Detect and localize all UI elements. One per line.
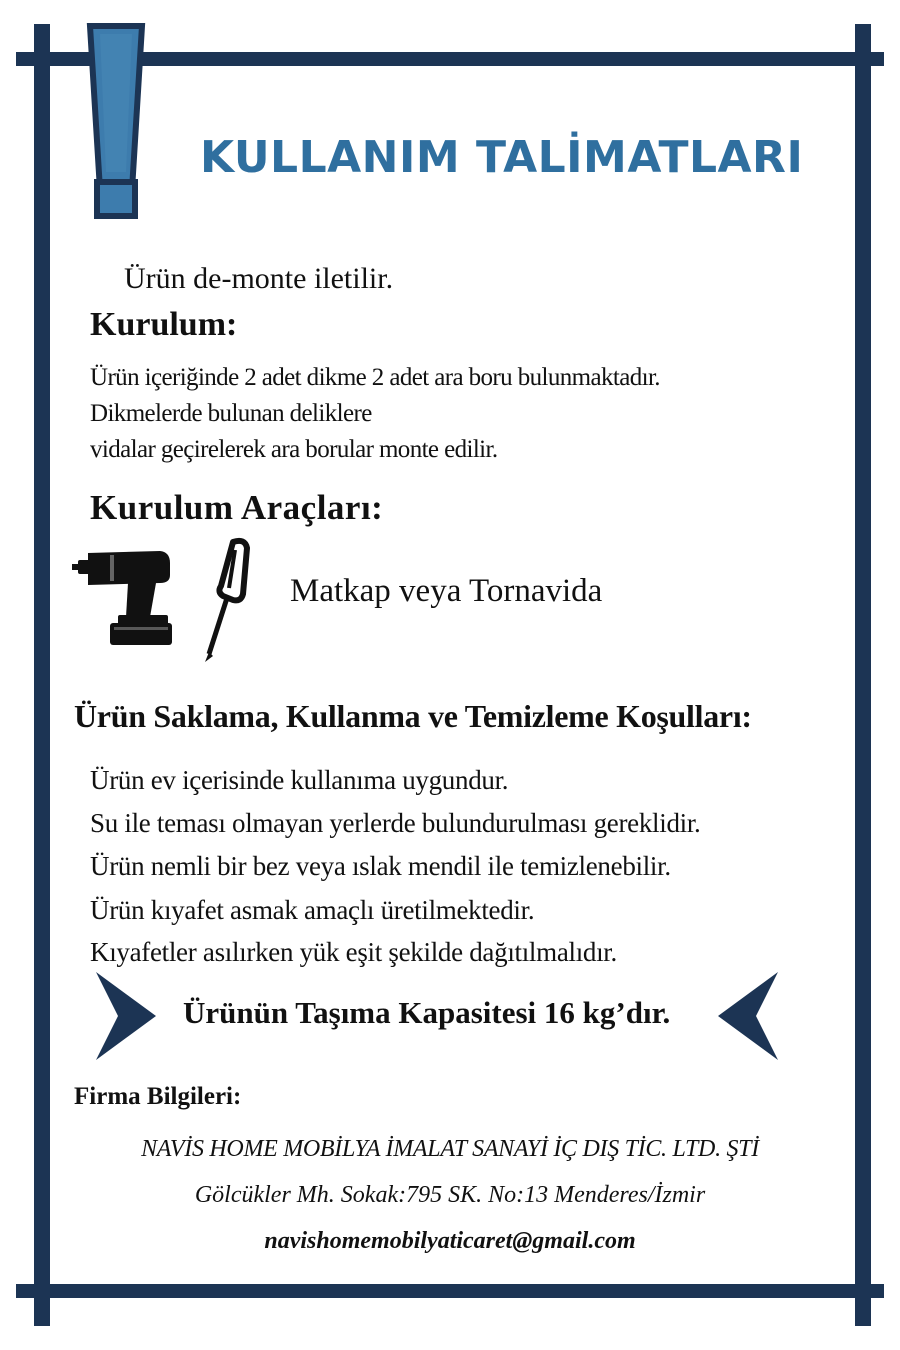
frame-bottom-bar: [16, 1284, 884, 1298]
kurulum-line: Dikmelerde bulunan deliklere: [90, 400, 372, 427]
kurulum-line: Ürün içeriğinde 2 adet dikme 2 adet ara boru bulunmaktadır.: [90, 364, 660, 391]
page-title: KULLANIM TALİMATLARI: [200, 132, 804, 183]
drill-icon: [70, 545, 180, 650]
storage-line: Ürün kıyafet asmak amaçlı üretilmektedir.: [90, 895, 535, 925]
company-address: Gölcükler Mh. Sokak:795 SK. No:13 Menderes/İzmir: [194, 1182, 706, 1208]
company-heading: Firma Bilgileri:: [74, 1083, 242, 1110]
exclamation-mark-icon: [86, 22, 146, 222]
frame-top-bar: [16, 52, 884, 66]
kurulum-line: vidalar geçirelerek ara borular monte edilir.: [90, 436, 498, 463]
storage-line: Kıyafetler asılırken yük eşit şekilde dağıtılmalıdır.: [90, 937, 617, 967]
frame-right-bar: [855, 24, 871, 1326]
tools-heading: Kurulum Araçları:: [90, 488, 384, 527]
storage-line: Ürün ev içerisinde kullanıma uygundur.: [90, 765, 509, 795]
chevron-left-icon: [716, 970, 780, 1062]
capacity-text: Ürünün Taşıma Kapasitesi 16 kg’dır.: [183, 995, 671, 1030]
kurulum-heading: Kurulum:: [90, 306, 238, 343]
company-email[interactable]: navishomemobilyaticaret@gmail.com: [264, 1228, 636, 1254]
frame-left-bar: [34, 24, 50, 1326]
storage-line: Ürün nemli bir bez veya ıslak mendil ile temizlenebilir.: [90, 851, 671, 881]
screwdriver-icon: [195, 536, 265, 664]
chevron-right-icon: [94, 970, 158, 1062]
company-name: NAVİS HOME MOBİLYA İMALAT SANAYİ İÇ DIŞ TİC. LTD. ŞTİ: [141, 1136, 759, 1162]
tools-label: Matkap veya Tornavida: [290, 573, 603, 609]
storage-line: Su ile teması olmayan yerlerde bulundurulması gereklidir.: [90, 808, 701, 838]
intro-text: Ürün de-monte iletilir.: [124, 262, 394, 295]
storage-heading: Ürün Saklama, Kullanma ve Temizleme Koşulları:: [74, 698, 752, 734]
